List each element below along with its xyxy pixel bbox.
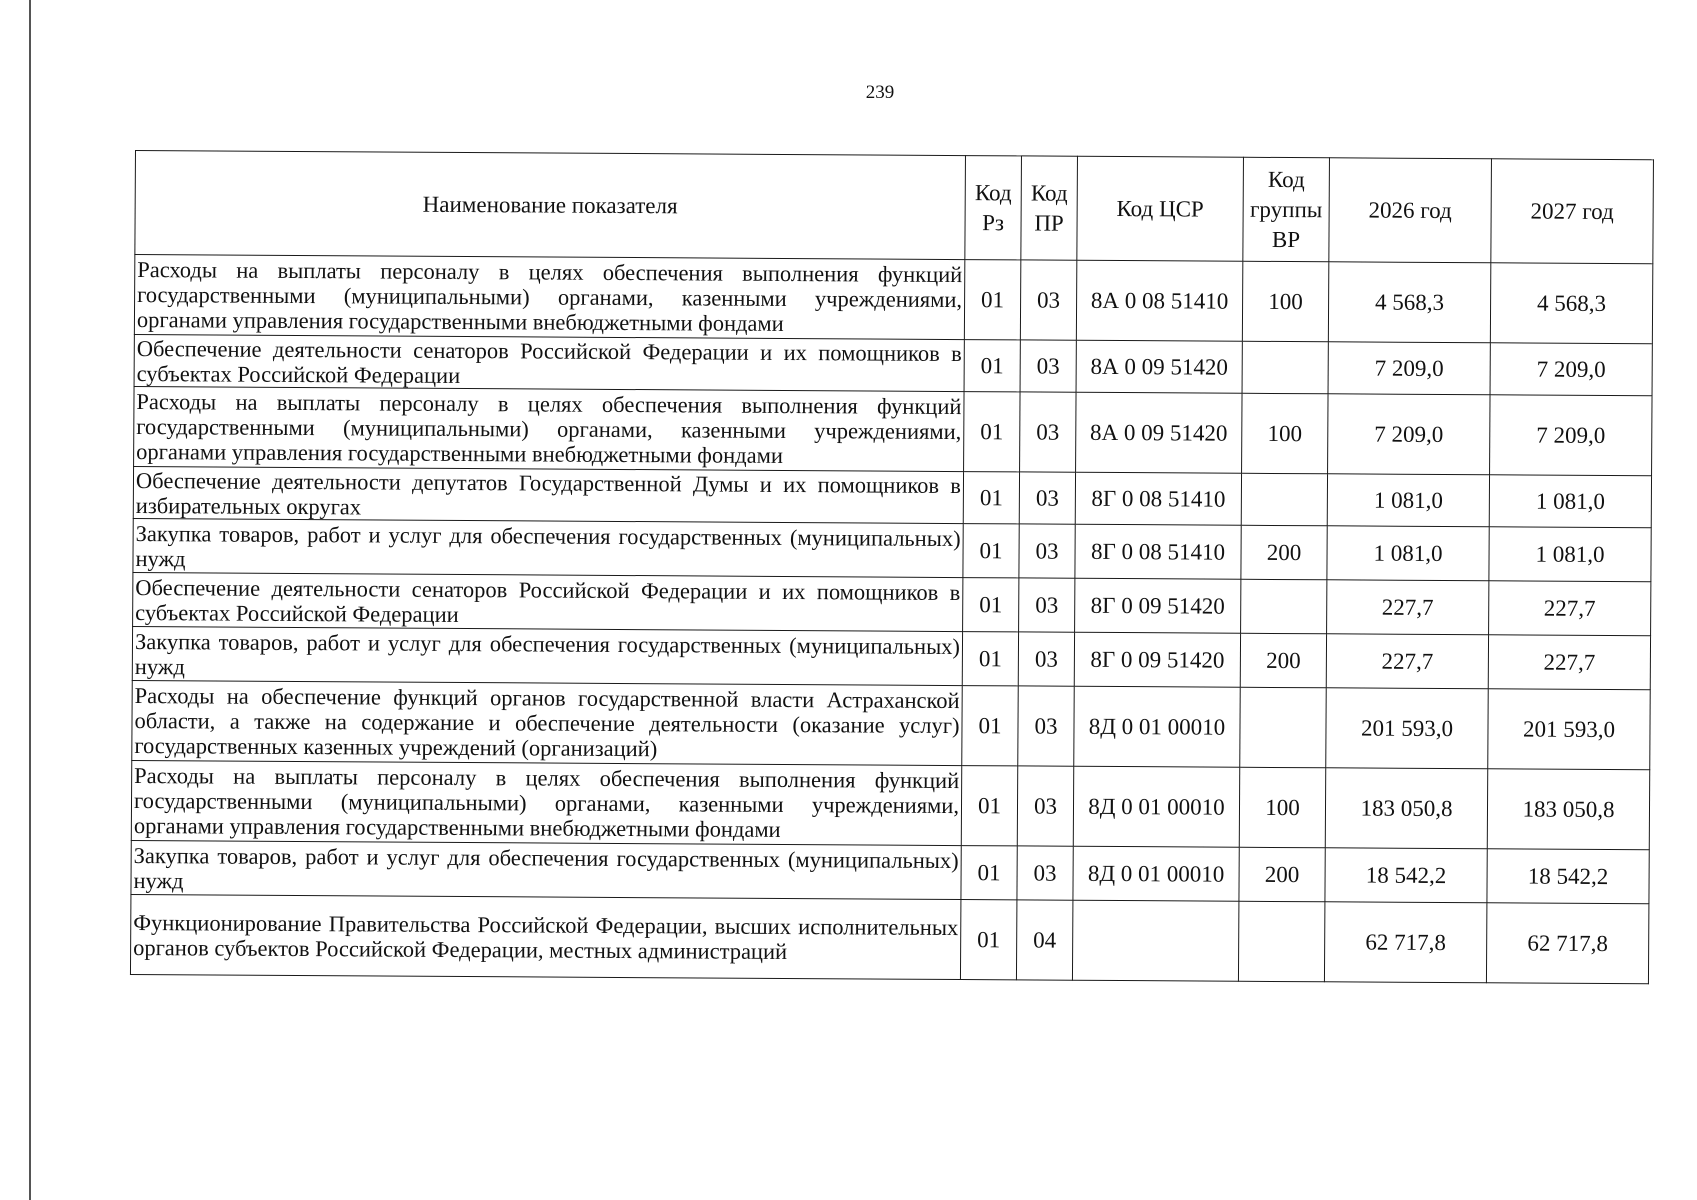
row-csr: 8Г 0 08 51410	[1075, 524, 1241, 579]
row-2027: 7 209,0	[1490, 343, 1652, 396]
row-vr	[1241, 473, 1327, 526]
row-rz: 01	[964, 392, 1020, 472]
table-row	[130, 894, 1648, 983]
row-vr	[1241, 579, 1327, 634]
row-vr	[1238, 901, 1324, 982]
row-2027: 1 081,0	[1489, 475, 1651, 528]
row-csr: 8А 0 09 51420	[1076, 392, 1242, 473]
table-row	[133, 518, 1651, 581]
row-2026: 18 542,2	[1325, 848, 1487, 903]
row-csr: 8Д 0 01 00010	[1074, 686, 1240, 767]
table-row	[131, 760, 1649, 849]
row-vr	[1240, 687, 1326, 768]
page-number: 239	[865, 82, 895, 103]
row-2027: 4 568,3	[1490, 263, 1652, 344]
budget-table	[130, 150, 1654, 984]
row-rz: 01	[960, 900, 1016, 980]
row-pr: 03	[1017, 766, 1073, 846]
row-vr: 200	[1240, 633, 1326, 688]
row-rz: 01	[963, 472, 1019, 524]
row-csr: 8Г 0 09 51420	[1075, 578, 1241, 633]
row-name: Закупка товаров, работ и услуг для обеспечения государственных (муниципальных) нужд	[132, 626, 962, 685]
row-vr: 200	[1239, 847, 1325, 902]
row-pr: 03	[1019, 578, 1075, 632]
row-2027: 1 081,0	[1489, 527, 1651, 582]
row-rz: 01	[963, 578, 1019, 632]
row-pr: 03	[1018, 632, 1074, 686]
row-pr: 03	[1018, 686, 1074, 766]
header-name: Наименование показателя	[135, 151, 966, 260]
table-row	[131, 840, 1649, 903]
row-vr: 200	[1241, 525, 1327, 580]
table-row	[133, 572, 1651, 635]
table-row	[134, 334, 1652, 395]
row-2027: 18 542,2	[1487, 849, 1649, 904]
row-name: Закупка товаров, работ и услуг для обеспечения государственных (муниципальных) нужд	[131, 840, 961, 899]
row-2026: 7 209,0	[1328, 394, 1490, 475]
row-name: Обеспечение деятельности депутатов Государственной Думы и их помощников в избирательных округах	[133, 466, 963, 523]
row-name: Расходы на обеспечение функций органов государственной власти Астраханской области, а также на содержание и обеспечение деятельности (оказание услуг) государственных казенных учреждений (организаций)	[132, 680, 962, 765]
row-csr: 8Г 0 09 51420	[1074, 632, 1240, 687]
row-pr: 04	[1016, 900, 1072, 980]
row-rz: 01	[961, 846, 1017, 900]
row-csr: 8А 0 08 51410	[1076, 260, 1242, 341]
table-row	[132, 626, 1650, 689]
row-2026: 4 568,3	[1328, 262, 1490, 343]
row-2027: 227,7	[1489, 581, 1651, 636]
header-2027: 2027 год	[1491, 159, 1654, 264]
row-rz: 01	[962, 632, 1018, 686]
scan-margin-line	[29, 0, 31, 1200]
row-vr: 100	[1242, 393, 1328, 474]
row-pr: 03	[1017, 846, 1073, 900]
row-vr	[1242, 341, 1328, 394]
row-2026: 227,7	[1327, 580, 1489, 635]
row-2026: 1 081,0	[1327, 526, 1489, 581]
table-row	[134, 386, 1652, 475]
row-name: Закупка товаров, работ и услуг для обеспечения государственных (муниципальных) нужд	[133, 518, 963, 577]
row-2026: 227,7	[1326, 634, 1488, 689]
header-2026: 2026 год	[1329, 158, 1492, 263]
row-csr: 8А 0 09 51420	[1076, 340, 1242, 393]
row-csr: 8Г 0 08 51410	[1075, 472, 1241, 525]
row-2027: 183 050,8	[1487, 769, 1649, 850]
table-row	[134, 255, 1652, 344]
table-header-row	[135, 151, 1654, 264]
row-2027: 227,7	[1488, 635, 1650, 690]
row-csr	[1072, 900, 1238, 981]
row-2026: 183 050,8	[1325, 768, 1487, 849]
header-csr: Код ЦСР	[1077, 156, 1244, 261]
row-2027: 7 209,0	[1490, 395, 1652, 476]
row-name: Обеспечение деятельности сенаторов Российской Федерации и их помощников в субъектах Российской Федерации	[133, 572, 963, 631]
row-2026: 7 209,0	[1328, 342, 1490, 395]
row-csr: 8Д 0 01 00010	[1073, 846, 1239, 901]
row-pr: 03	[1020, 392, 1076, 472]
row-2027: 201 593,0	[1488, 689, 1650, 770]
row-name: Расходы на выплаты персоналу в целях обеспечения выполнения функций государственными (муниципальными) органами, казенными учреждениями, органами управления государственными внебюджетными фондами	[134, 386, 964, 471]
row-2026: 1 081,0	[1327, 474, 1489, 527]
table-row	[132, 680, 1650, 769]
row-name: Обеспечение деятельности сенаторов Российской Федерации и их помощников в субъектах Российской Федерации	[134, 334, 964, 391]
row-name: Функционирование Правительства Российской Федерации, высших исполнительных органов субъектов Российской Федерации, местных администраций	[130, 894, 960, 979]
row-csr: 8Д 0 01 00010	[1073, 766, 1239, 847]
row-2026: 62 717,8	[1324, 902, 1486, 983]
row-name: Расходы на выплаты персоналу в целях обеспечения выполнения функций государственными (муниципальными) органами, казенными учреждениями, органами управления государственными внебюджетными фондами	[134, 255, 964, 340]
row-rz: 01	[961, 766, 1017, 846]
row-pr: 03	[1019, 524, 1075, 578]
row-rz: 01	[964, 340, 1020, 392]
row-rz: 01	[963, 524, 1019, 578]
header-rz: Код Рз	[965, 156, 1022, 260]
row-vr: 100	[1239, 767, 1325, 848]
row-pr: 03	[1019, 472, 1075, 524]
header-pr: Код ПР	[1021, 156, 1078, 260]
table-row	[133, 466, 1651, 527]
row-2027: 62 717,8	[1486, 903, 1648, 984]
row-vr: 100	[1242, 261, 1328, 342]
header-vr: Код группы ВР	[1243, 157, 1330, 262]
row-pr: 03	[1020, 340, 1076, 392]
row-rz: 01	[964, 260, 1020, 340]
row-name: Расходы на выплаты персоналу в целях обеспечения выполнения функций государственными (муниципальными) органами, казенными учреждениями, органами управления государственными внебюджетными фондами	[131, 760, 961, 845]
row-rz: 01	[962, 686, 1018, 766]
row-2026: 201 593,0	[1326, 688, 1488, 769]
row-pr: 03	[1020, 260, 1076, 340]
